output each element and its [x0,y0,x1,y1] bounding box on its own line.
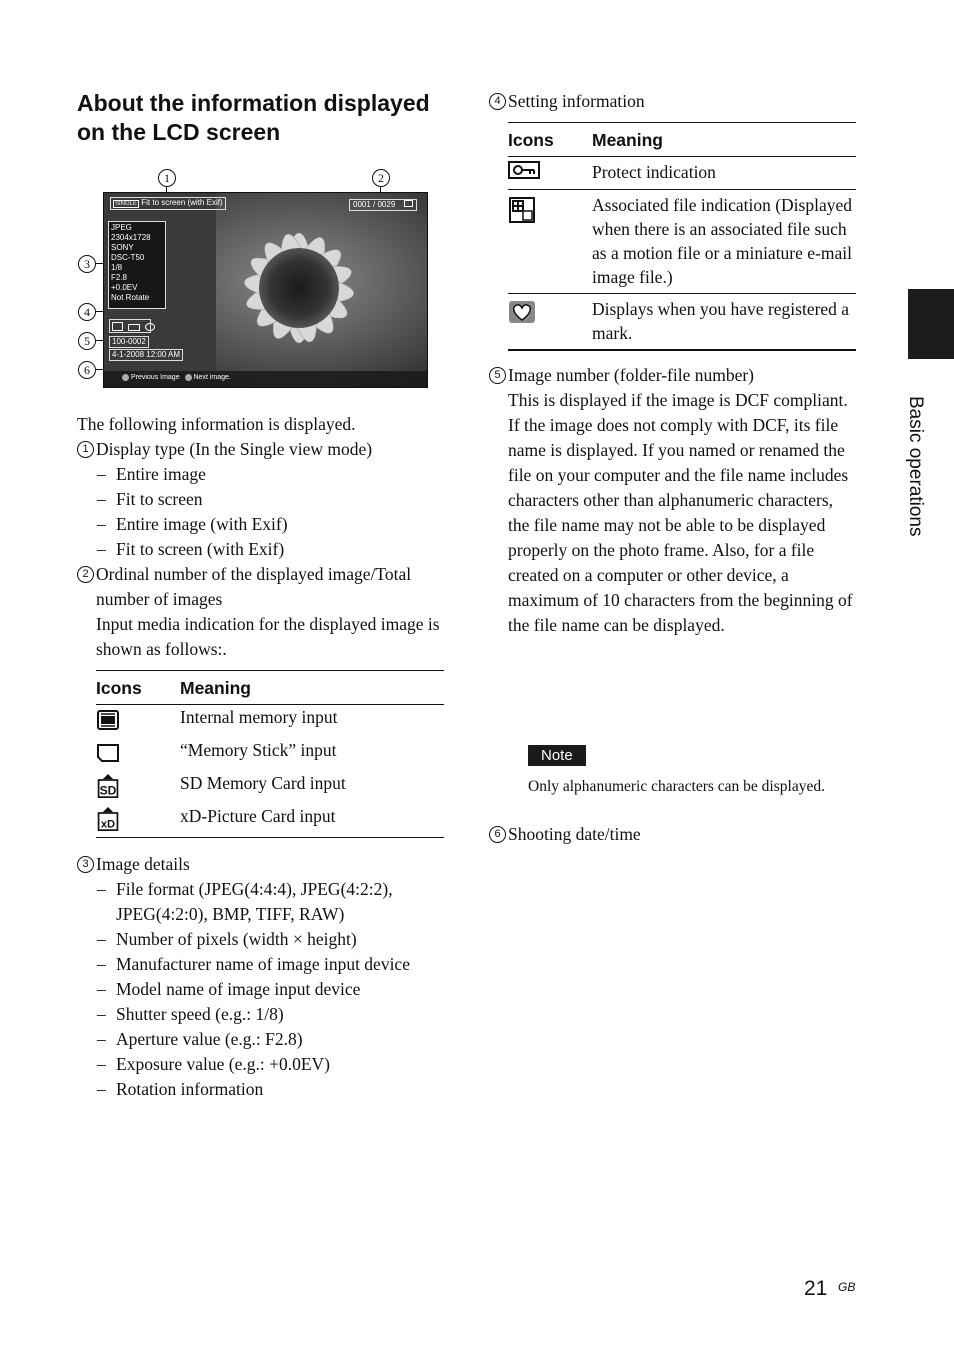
list-item: – File format (JPEG(4:4:4), JPEG(4:2:2), JPEG(4:2:0), BMP, TIFF, RAW) [77,877,447,927]
lcd-detail: +0.0EV [111,283,138,292]
sd-card-icon [96,774,120,798]
table-row [96,705,444,739]
lcd-datetime: 4-1-2008 12:00 AM [109,349,183,361]
svg-text:xD: xD [100,818,116,831]
media-icons-table [96,670,444,838]
image-details-list [77,877,447,1102]
table-cell: “Memory Stick” input [180,740,337,760]
item-title: Display type (In the Single view mode) [96,439,373,459]
intro-text: The following information is displayed. [77,414,356,434]
table-header: Meaning [180,671,444,705]
note-badge: Note [528,745,586,766]
xd-card-icon [96,807,120,831]
table-row [96,771,444,804]
list-item: – Entire image [77,462,447,487]
internal-memory-icon [96,708,120,732]
item-title: Image details [96,854,190,874]
lcd-nav-prev: Previous Image [130,374,180,381]
list-item: – Fit to screen (with Exif) [77,537,447,562]
lcd-nav-hint [122,373,231,383]
side-tab-label: Basic operations [905,396,926,537]
callout-2: 2 [372,169,390,187]
item-1 [77,437,447,462]
item-3 [77,852,447,877]
item-title: Image number (folder-file number) [508,365,754,385]
item-6 [489,822,641,847]
lcd-detail: Not Rotate [111,293,150,302]
list-item: – Model name of image input device [77,977,447,1002]
list-item: – Manufacturer name of image input device [77,952,447,977]
list-item: – Exposure value (e.g.: +0.0EV) [77,1052,447,1077]
callout-5: 5 [78,332,96,350]
protect-key-icon [508,160,540,180]
item-number: 4 [489,93,506,110]
list-item: – Aperture value (e.g.: F2.8) [77,1027,447,1052]
table-row [508,157,856,190]
right-button-icon [185,374,192,381]
item-4 [489,89,859,114]
table-cell: Internal memory input [180,707,338,727]
lcd-file-number: 100-0002 [109,336,149,348]
table-row [508,294,856,351]
list-item: – Shutter speed (e.g.: 1/8) [77,1002,447,1027]
settings-icons-table [508,122,856,351]
item-5-body: This is displayed if the image is DCF compliant. If the image does not comply with DCF, its file name is displayed. If you named or renamed the file on your computer and the file name includes characters other than alphanumeric characters, the file name may not be able to be displayed properly on the photo frame. Also, for a file created on a computer or other device, a maximum of 10 characters from the beginning of the file name can be displayed. [508,390,853,635]
table-cell: Protect indication [592,162,716,182]
lcd-screen [103,192,428,388]
memory-stick-icon [96,741,120,765]
left-button-icon [122,374,129,381]
lcd-counter-text: 0001 / 0029 [353,200,396,209]
item-2-extra: Input media indication for the displayed image is shown as follows:. [96,614,440,659]
item-number: 3 [77,856,94,873]
associated-file-icon [112,322,123,331]
list-item: – Entire image (with Exif) [77,512,447,537]
lcd-mode-badge: SINGLE [115,201,138,207]
table-header: Icons [96,671,180,705]
callout-1: 1 [158,169,176,187]
associated-file-icon [508,196,536,224]
table-row [96,804,444,838]
right-column [489,89,859,638]
item-5 [489,363,859,388]
table-row [508,190,856,294]
callout-6: 6 [78,361,96,379]
item-number: 5 [489,367,506,384]
svg-text:SD: SD [99,783,117,798]
display-type-list [77,462,447,562]
callout-3: 3 [78,255,96,273]
table-header: Icons [508,123,592,157]
protect-key-icon [128,324,140,331]
lcd-detail: SONY [111,243,134,252]
section-title: About the information displayed on the LCD screen [77,90,430,145]
table-cell: SD Memory Card input [180,773,346,793]
item-number: 2 [77,566,94,583]
list-item: – Number of pixels (width × height) [77,927,447,952]
page-number: 21 [804,1277,828,1300]
lcd-detail: F2.8 [111,273,128,282]
lcd-detail: JPEG [111,223,132,232]
note-text: Only alphanumeric characters can be displayed. [528,778,825,795]
list-item: – Fit to screen [77,487,447,512]
lcd-display-type [110,197,226,210]
lcd-detail: 1/8 [111,263,123,272]
table-header: Meaning [592,123,856,157]
heart-mark-icon [508,300,536,324]
item-2 [77,562,447,612]
lcd-counter [349,199,417,211]
item-number: 6 [489,826,506,843]
table-row [96,738,444,771]
table-cell: Associated file indication (Displayed when there is an associated file such as a motion file or a miniature e-mail image file.) [592,195,852,287]
table-cell: Displays when you have registered a mark. [592,299,850,343]
callout-4: 4 [78,303,96,321]
lcd-setting-icons [109,319,151,333]
lcd-image-details [108,221,166,309]
memory-card-icon [404,200,413,207]
left-column [77,412,447,1102]
lcd-figure [77,164,437,390]
item-title: Shooting date/time [508,824,641,844]
table-cell: xD-Picture Card input [180,806,336,826]
side-tab-marker [908,289,954,359]
item-title: Ordinal number of the displayed image/Total number of images [96,564,412,609]
lcd-nav-next: Next image. [193,374,231,381]
lcd-display-type-text: Fit to screen (with Exif) [141,198,223,207]
lcd-detail: DSC-T50 [111,253,145,262]
region-code: GB [838,1280,856,1294]
item-number: 1 [77,441,94,458]
list-item: – Rotation information [77,1077,447,1102]
lcd-detail: 2304x1728 [111,233,151,242]
item-title: Setting information [508,91,645,111]
